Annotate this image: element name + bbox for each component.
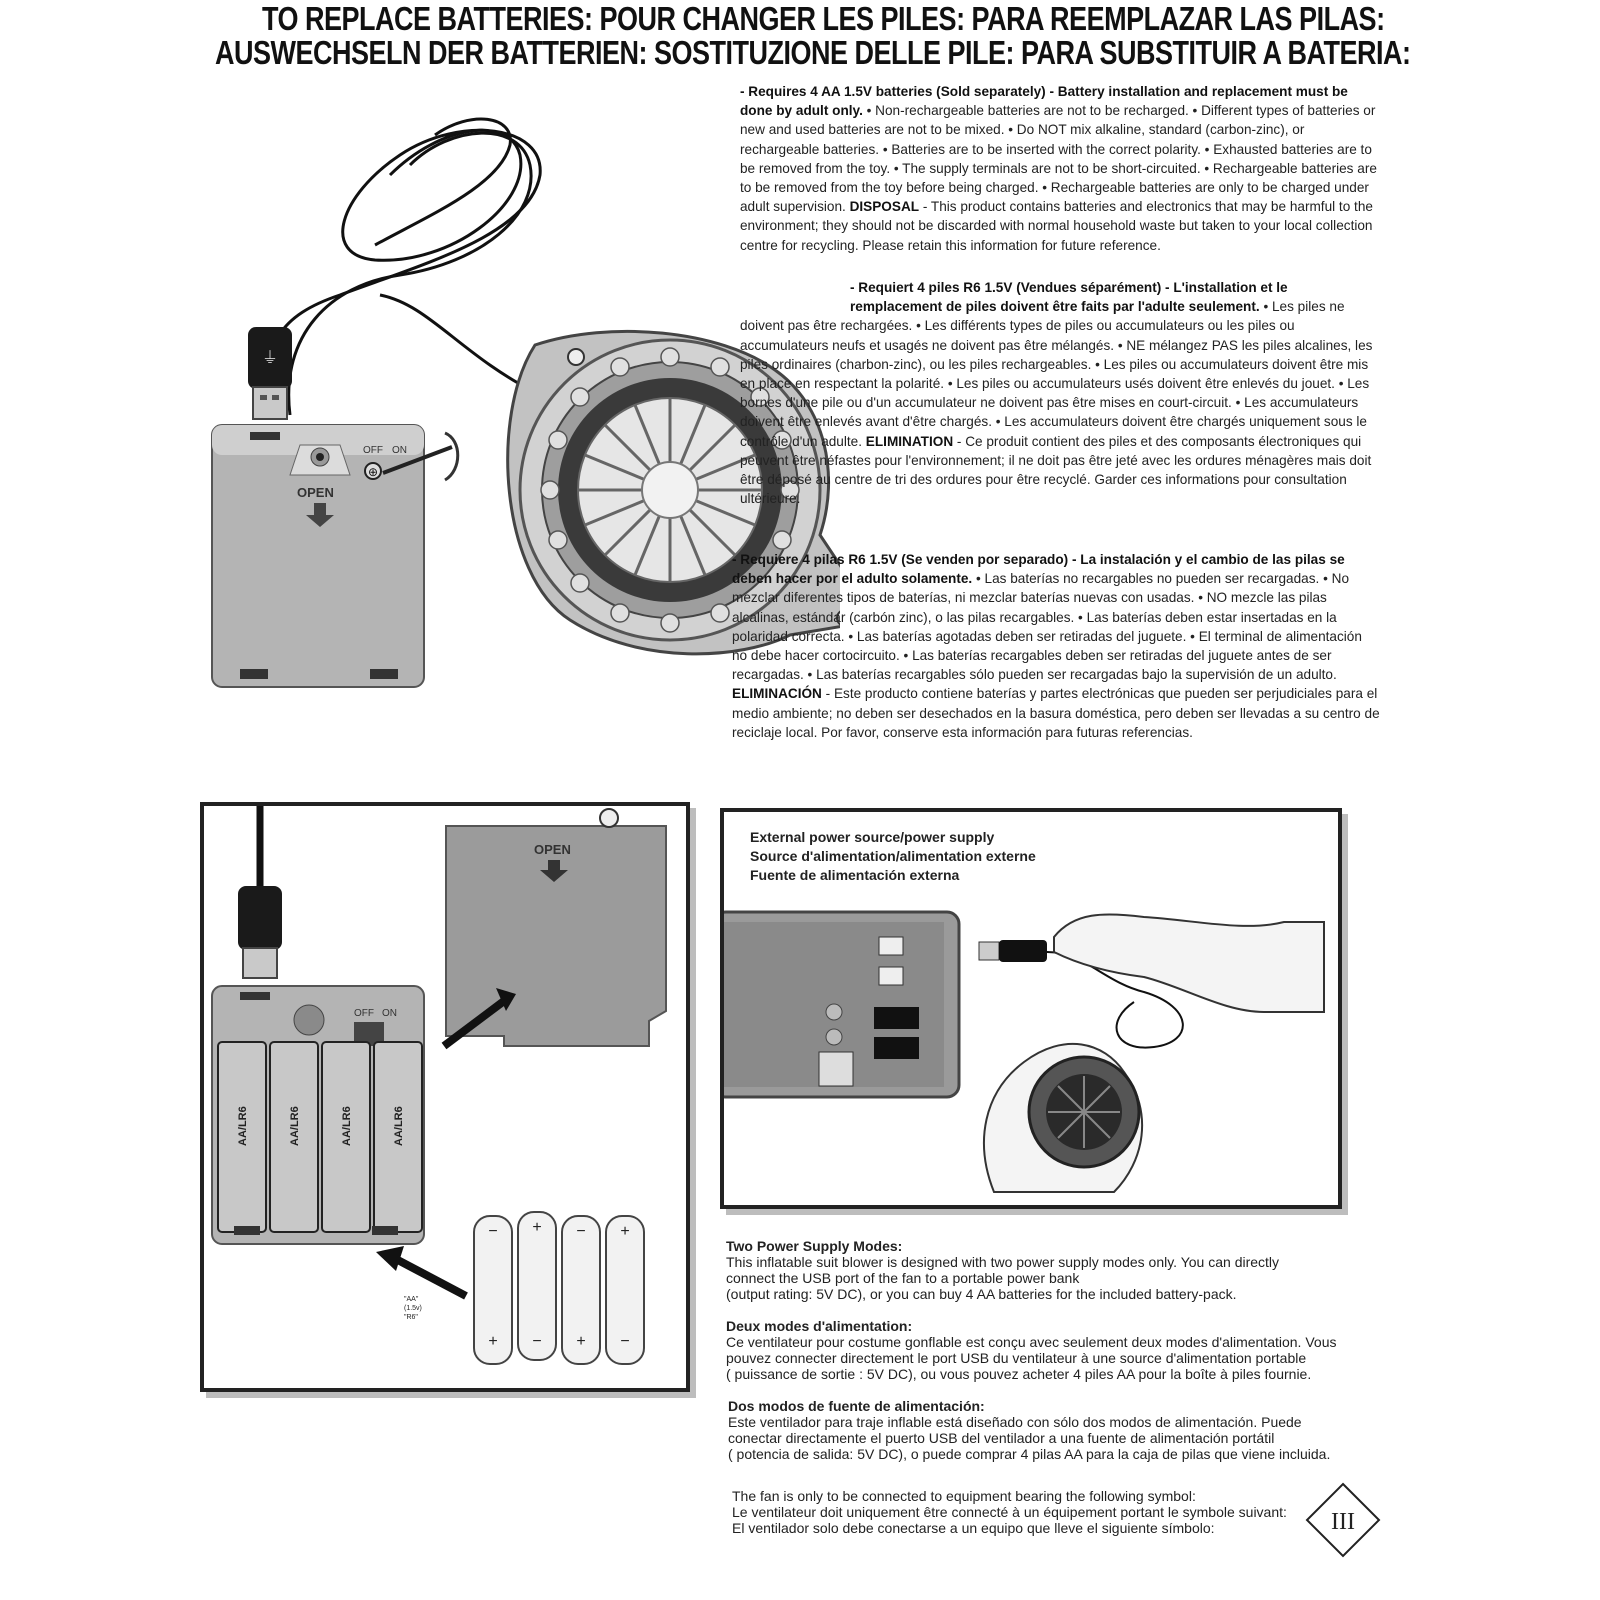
class-iii-mark: III [1331, 1509, 1355, 1535]
french-lead: - Requiert 4 piles R6 1.5V (Vendues séparément) - L'installation et le remplacement de piles doivent être faits par l'adulte seulement. [850, 280, 1288, 315]
header-line-1: TO REPLACE BATTERIES: POUR CHANGER LES PILES: PARA REEMPLAZAR LAS PILAS: [262, 0, 1385, 38]
spanish-disposal-label: ELIMINACIÓN [732, 686, 822, 702]
cover-open-label: OPEN [534, 842, 571, 857]
modes-es-title: Dos modos de fuente de alimentación: [728, 1398, 985, 1414]
power-caption [750, 828, 1036, 885]
english-lead: - Requires 4 AA 1.5V batteries (Sold separately) - Battery installation and replacement must be done by adult only. [740, 84, 1348, 119]
cell-label: AA/LR6 [289, 1106, 301, 1146]
modes-en-line-1: This inflatable suit blower is designed with two power supply modes only. You can directly [726, 1254, 1280, 1270]
power-modes-es [728, 1398, 1388, 1462]
modes-fr-title: Deux modes d'alimentation: [726, 1318, 913, 1334]
french-disposal-text: - Ce produit contient des piles et des composants électroniques qui peuvent être néfastes pour l'environnement; il ne doit pas être jeté avec les ordures ménagères mais doit être déposé au centre de tri des ordures pour être recyclé. Garder ces informations pour consultation ultérieure. [740, 433, 1372, 507]
french-body: • Les piles ne doivent pas être rechargées. • Les différents types de piles ou accumulateurs ou les piles ou accumulateurs neufs et usagés ne doivent pas être mélangés. • NE mélangez PAS les piles alcalines, les piles ordinaires (charbon-zinc), ou les piles rechargeables. • Les piles ou accumulateurs doivent être mis en place en respectant la polarité. • Les piles ou accumulateurs usés doivent être enlevés du jouet. • Les bornes d'une pile ou d'un accumulateur ne doivent pas être mises en court-circuit. • Les accumulateurs doivent être enlevés avant d'être chargés. • Les accumulateurs doivent être chargés uniquement sous le contrôle d'un adulte. [740, 299, 1373, 449]
spec-aa: "AA" [404, 1296, 419, 1303]
modes-es-line-1: Este ventilador para traje inflable está diseñado con sólo dos modos de alimentación. Puede [728, 1414, 1302, 1430]
header-line-2: AUSWECHSELN DER BATTERIEN: SOSTITUZIONE DELLE PILE: PARA SUBSTITUIR A BATERIA: [215, 34, 1411, 72]
spec-voltage: (1.5v) [404, 1305, 422, 1312]
symbol-note-en: The fan is only to be connected to equipment bearing the following symbol: [732, 1488, 1196, 1504]
battery-install-illustration [204, 806, 686, 1388]
symbol-note-es: El ventilador solo debe conectarse a un equipo que lleve el siguiente símbolo: [732, 1520, 1215, 1536]
battery-install-panel [200, 802, 690, 1392]
spanish-warnings [732, 550, 1380, 742]
svg-text:−: − [576, 1223, 586, 1240]
power-bank-illustration [724, 892, 1338, 1202]
spanish-disposal-text: - Este producto contiene baterías y partes electrónicas que pueden ser perjudiciales para el medio ambiente; no deben ser desechados en la basura doméstica, pero deben ser llevadas a su centro de reciclaje local. Por favor, conserve esta información para futuras referencias. [732, 686, 1380, 740]
modes-es-line-2: conectar directamente el puerto USB del ventilador a una fuente de alimentación portátil [728, 1430, 1275, 1446]
symbol-note [732, 1488, 1312, 1536]
power-modes-en [726, 1238, 1366, 1302]
svg-text:+: + [532, 1219, 542, 1236]
svg-text:−: − [620, 1333, 630, 1350]
power-caption-en: External power source/power supply [750, 829, 995, 845]
external-power-panel [720, 808, 1342, 1209]
loose-batteries [474, 1212, 644, 1364]
cell-label: AA/LR6 [341, 1106, 353, 1146]
modes-es-line-3: ( potencia de salida: 5V DC), o puede comprar 4 pilas AA para la caja de pilas que viene incluida. [728, 1446, 1331, 1462]
svg-text:−: − [532, 1333, 542, 1350]
power-caption-fr: Source d'alimentation/alimentation externe [750, 848, 1036, 864]
modes-fr-line-2: pouvez connecter directement le port USB du ventilateur à une source d'alimentation portable [726, 1350, 1307, 1366]
french-warnings [740, 278, 1380, 508]
svg-text:+: + [620, 1223, 630, 1240]
class-iii-symbol-icon [1305, 1482, 1381, 1558]
modes-en-line-3: (output rating: 5V DC), or you can buy 4 AA batteries for the included battery-pack. [726, 1286, 1237, 1302]
pack-switch-on: ON [382, 1008, 397, 1019]
spanish-body: • Las baterías no recargables no pueden ser recargadas. • No mezclar diferentes tipos de baterías, ni mezclar baterías nuevas con usadas. • NO mezcle las pilas alcalinas, estándar (carbón zinc), o las pilas recargables. • Las baterías deben estar insertadas en la polaridad correcta. • Las baterías agotadas deben ser retiradas del juguete. • El terminal de alimentación no debe hacer cortocircuito. • Las baterías recargables deben ser retiradas del juguete antes de ser recargadas. • Las baterías recargables sólo pueden ser recargadas bajo la supervisión de un adulto. [732, 571, 1362, 683]
svg-text:⏚: ⏚ [261, 350, 279, 367]
english-disposal-text: - This product contains batteries and electronics that may be harmful to the environment; they should not be discarded with normal household waste but taken to your local collection centre for recycling. Please retain this information for future reference. [740, 199, 1373, 253]
power-modes-fr [726, 1318, 1386, 1382]
svg-text:−: − [488, 1223, 498, 1240]
spanish-lead: - Requiere 4 pilas R6 1.5V (Se venden por separado) - La instalación y el cambio de las pilas se deben hacer por el adulto solamente. [732, 552, 1345, 587]
svg-text:+: + [576, 1333, 586, 1350]
switch-on-label: ON [392, 445, 407, 456]
svg-text:⊕: ⊕ [368, 465, 379, 479]
modes-en-title: Two Power Supply Modes: [726, 1238, 903, 1254]
svg-text:+: + [488, 1333, 498, 1350]
modes-fr-line-3: ( puissance de sortie : 5V DC), ou vous pouvez acheter 4 piles AA pour la boîte à piles fournie. [726, 1366, 1312, 1382]
switch-off-label: OFF [363, 445, 383, 456]
spec-r6: "R6" [404, 1314, 418, 1321]
cell-label: AA/LR6 [237, 1106, 249, 1146]
english-warnings [740, 82, 1380, 255]
pack-switch-off: OFF [354, 1008, 374, 1019]
french-disposal-label: ELIMINATION [865, 433, 954, 449]
modes-fr-line-1: Ce ventilateur pour costume gonflable est conçu avec seulement deux modes d'alimentation. Vous [726, 1334, 1337, 1350]
symbol-note-fr: Le ventilateur doit uniquement être connecté à un équipement portant le symbole suivant: [732, 1504, 1287, 1520]
english-body: • Non-rechargeable batteries are not to be recharged. • Different types of batteries or new and used batteries are not to be mixed. • Do NOT mix alkaline, standard (carbon-zinc), or rechargeable batteries. • Batteries are to be inserted with the correct polarity. • Exhausted batteries are to be removed from the toy. • The supply terminals are not to be short-circuited. • Rechargeable batteries are to be removed from the toy before being charged. • Rechargeable batteries are only to be charged under adult supervision. [740, 103, 1377, 215]
open-label: OPEN [297, 485, 334, 500]
english-disposal-label: DISPOSAL [849, 199, 920, 215]
cell-label: AA/LR6 [393, 1106, 405, 1146]
modes-en-line-2: connect the USB port of the fan to a portable power bank [726, 1270, 1080, 1286]
power-caption-es: Fuente de alimentación externa [750, 867, 960, 883]
